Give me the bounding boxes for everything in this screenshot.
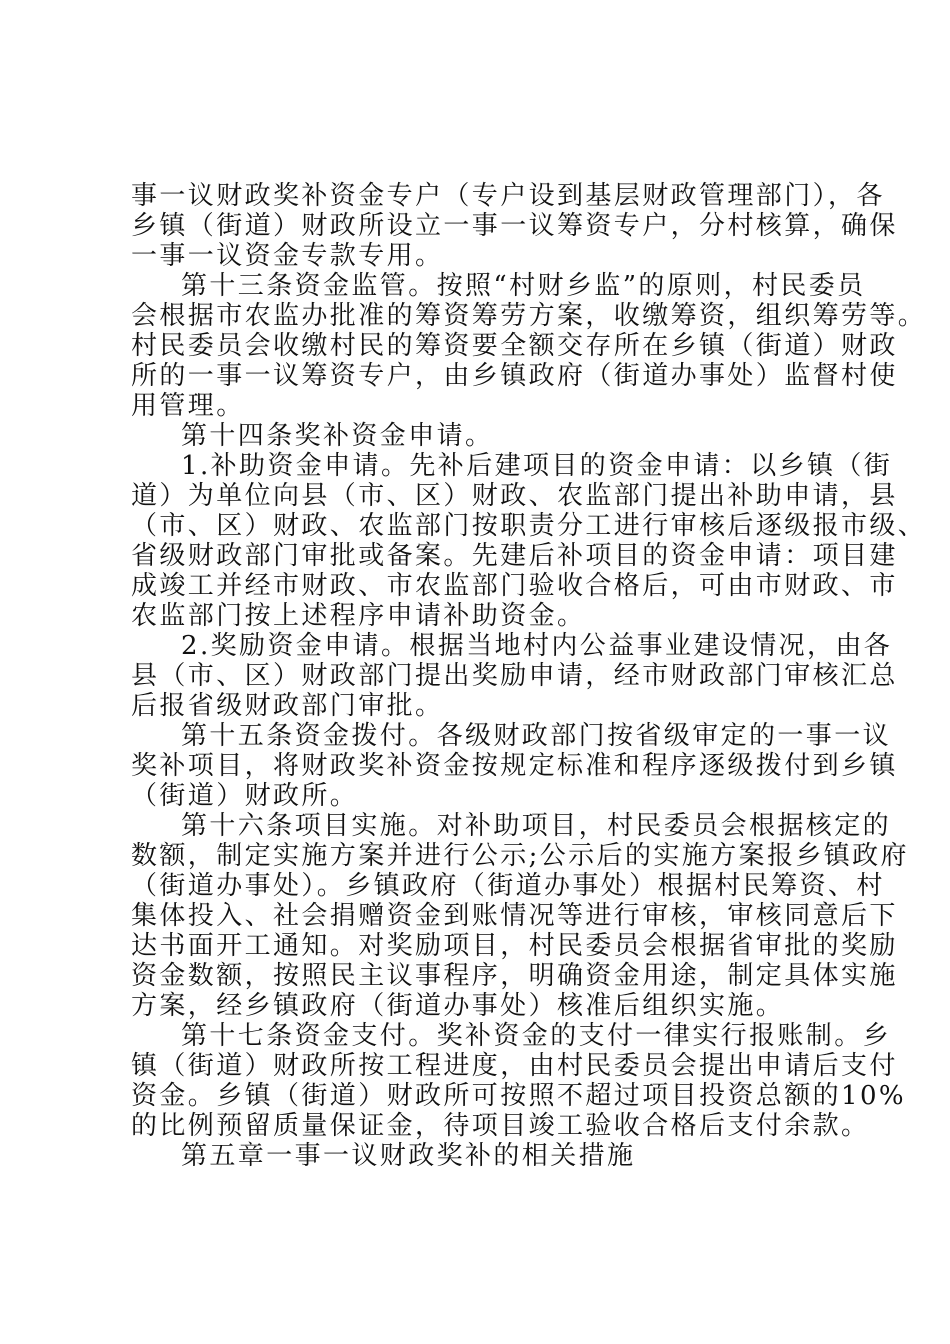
- text-line: （街道办事处）。乡镇政府（街道办事处）根据村民筹资、村: [131, 871, 885, 901]
- text-line: 资金。乡镇（街道）财政所可按照不超过项目投资总额的10%: [131, 1081, 906, 1111]
- text-line: 事一议财政奖补资金专户（专户设到基层财政管理部门），各: [131, 181, 885, 211]
- item-1-heading: 1.补助资金申请。先补后建项目的资金申请：以乡镇（街: [181, 451, 893, 481]
- text-line: 道）为单位向县（市、区）财政、农监部门提出补助申请，县: [131, 481, 898, 511]
- text-line: 的比例预留质量保证金，待项目竣工验收合格后支付余款。: [131, 1111, 870, 1141]
- article-17-heading: 第十七条资金支付。奖补资金的支付一律实行报账制。乡: [181, 1021, 892, 1051]
- text-line: 方案，经乡镇政府（街道办事处）核准后组织实施。: [131, 991, 785, 1021]
- text-line: 资金数额，按照民主议事程序，明确资金用途，制定具体实施: [131, 961, 898, 991]
- text-line: 农监部门按上述程序申请补助资金。: [131, 601, 586, 631]
- text-line: 奖补项目，将财政奖补资金按规定标准和程序逐级拨付到乡镇: [131, 751, 898, 781]
- text-line: 所的一事一议筹资专户，由乡镇政府（街道办事处）监督村使: [131, 361, 898, 391]
- text-line: 一事一议资金专款专用。: [131, 241, 444, 271]
- text-line: 村民委员会收缴村民的筹资要全额交存所在乡镇（街道）财政: [131, 331, 898, 361]
- text-line: 数额，制定实施方案并进行公示;公示后的实施方案报乡镇政府: [131, 841, 909, 871]
- text-line: 用管理。: [131, 391, 245, 421]
- text-line: （街道）财政所。: [131, 781, 359, 811]
- chapter-5-heading: 第五章一事一议财政奖补的相关措施: [181, 1141, 636, 1171]
- text-line: 集体投入、社会捐赠资金到账情况等进行审核，审核同意后下: [131, 901, 898, 931]
- article-15-heading: 第十五条资金拨付。各级财政部门按省级审定的一事一议: [181, 721, 892, 751]
- article-13-heading: 第十三条资金监管。按照“村财乡监”的原则，村民委员: [181, 271, 866, 301]
- text-line: 县（市、区）财政部门提出奖励申请，经市财政部门审核汇总: [131, 661, 898, 691]
- text-line: 后报省级财政部门审批。: [131, 691, 444, 721]
- text-line: 达书面开工通知。对奖励项目，村民委员会根据省审批的奖励: [131, 931, 898, 961]
- text-line: 省级财政部门审批或备案。先建后补项目的资金申请：项目建: [131, 541, 898, 571]
- text-line: 乡镇（街道）财政所设立一事一议筹资专户，分村核算，确保: [131, 211, 898, 241]
- article-14-heading: 第十四条奖补资金申请。: [181, 421, 494, 451]
- text-line: 成竣工并经市财政、市农监部门验收合格后，可由市财政、市: [131, 571, 898, 601]
- text-line: 镇（街道）财政所按工程进度，由村民委员会提出申请后支付: [131, 1051, 898, 1081]
- item-2-heading: 2.奖励资金申请。根据当地村内公益事业建设情况，由各: [181, 631, 893, 661]
- text-line: （市、区）财政、农监部门按职责分工进行审核后逐级报市级、: [131, 511, 927, 541]
- text-line: 会根据市农监办批准的筹资筹劳方案，收缴筹资，组织筹劳等。: [131, 301, 927, 331]
- article-16-heading: 第十六条项目实施。对补助项目，村民委员会根据核定的: [181, 811, 892, 841]
